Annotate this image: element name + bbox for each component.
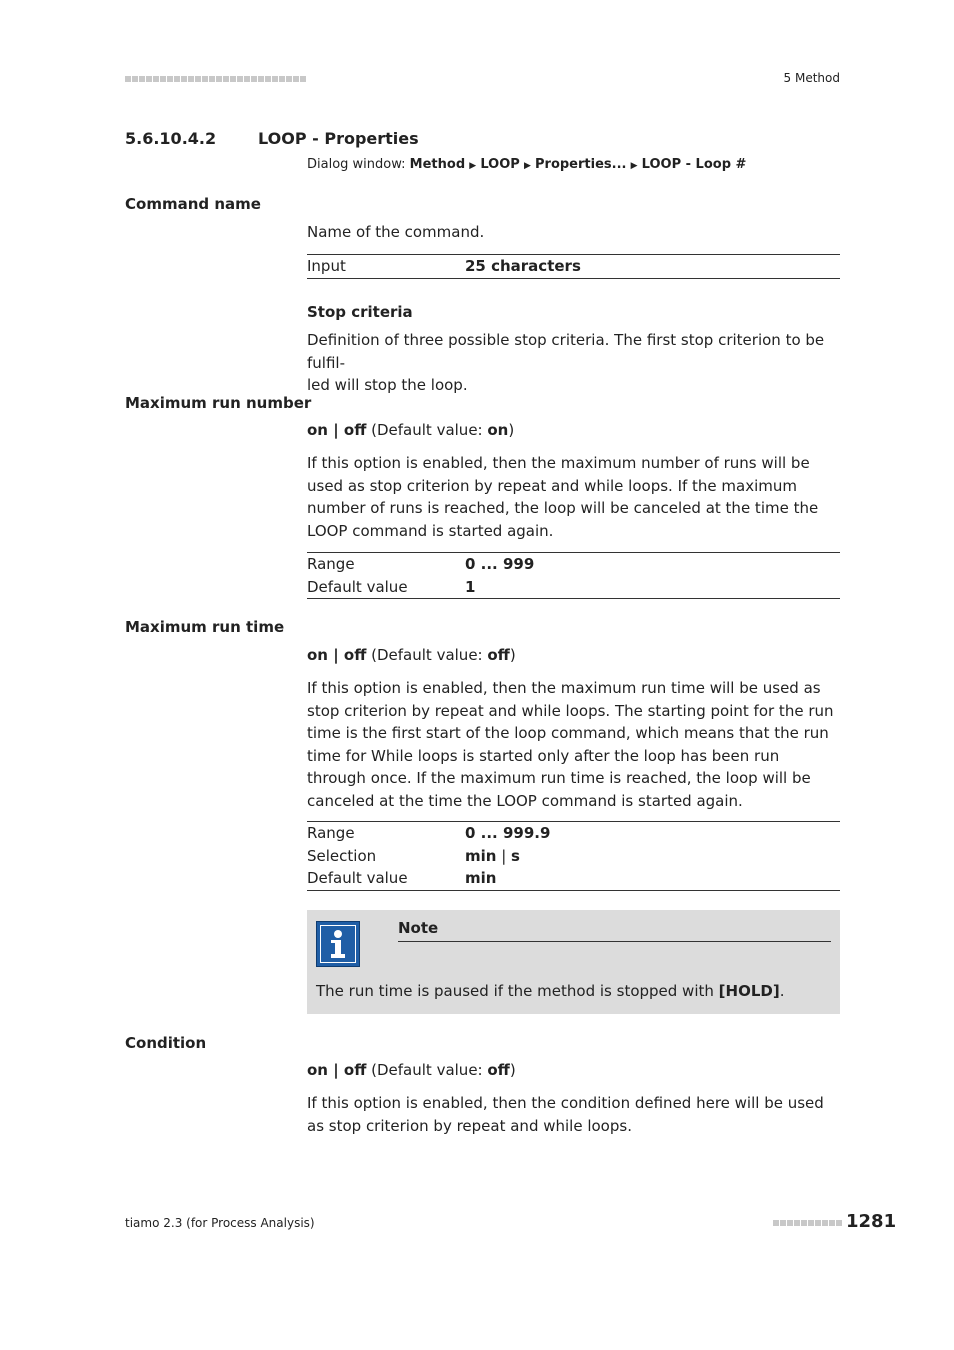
default-prefix: (Default value: <box>366 646 488 664</box>
decoration-square <box>223 76 229 82</box>
note-text-key: [HOLD] <box>718 982 780 1000</box>
selection-option: min <box>465 846 497 865</box>
decoration-square <box>174 76 180 82</box>
max-run-time-options <box>307 646 516 664</box>
command-name-table <box>307 254 840 279</box>
default-prefix: (Default value: <box>366 1061 488 1079</box>
decoration-square <box>829 1220 835 1226</box>
default-value: off <box>487 646 510 664</box>
info-icon <box>316 921 360 967</box>
decoration-square <box>265 76 271 82</box>
decoration-square <box>279 76 285 82</box>
default-value: on <box>487 421 509 439</box>
decoration-square <box>293 76 299 82</box>
decoration-square <box>230 76 236 82</box>
decoration-square <box>153 76 159 82</box>
selection-separator: | <box>496 846 512 865</box>
chapter-label: 5 Method <box>783 71 840 85</box>
param-label: Input <box>307 257 346 275</box>
decoration-square <box>244 76 250 82</box>
note-text-prefix: The run time is paused if the method is stopped with <box>316 982 719 1000</box>
param-label: Default value <box>307 577 408 596</box>
decoration-square <box>188 76 194 82</box>
decoration-square <box>195 76 201 82</box>
decoration-square <box>167 76 173 82</box>
param-label: Range <box>307 824 355 842</box>
decoration-square <box>300 76 306 82</box>
param-value: 0 ... 999 <box>465 555 535 573</box>
dialog-path-item: Method <box>409 157 466 172</box>
decoration-square <box>146 76 152 82</box>
max-run-time-table <box>307 821 840 891</box>
default-suffix: ) <box>509 646 516 664</box>
note-text-suffix: . <box>779 982 785 1000</box>
description-line: led will stop the loop. <box>307 376 468 394</box>
decoration-square <box>132 76 138 82</box>
param-label: Selection <box>307 846 377 865</box>
condition-heading: Condition <box>125 1034 207 1052</box>
param-label: Range <box>307 555 355 573</box>
decoration-square <box>801 1220 807 1226</box>
decoration-square <box>773 1220 779 1226</box>
decoration-square <box>780 1220 786 1226</box>
decoration-square <box>160 76 166 82</box>
command-name-description: Name of the command. <box>307 223 485 241</box>
decoration-square <box>787 1220 793 1226</box>
note-divider <box>398 941 831 942</box>
decoration-square <box>272 76 278 82</box>
param-value: min <box>465 869 497 887</box>
max-run-number-heading: Maximum run number <box>125 394 312 412</box>
command-name-heading: Command name <box>125 195 261 213</box>
decoration-square <box>237 76 243 82</box>
footer-decoration <box>773 1219 843 1227</box>
condition-description: If this option is enabled, then the condition defined here will be used as stop criterion by repeat and while loops. <box>307 1094 824 1135</box>
dialog-path-item: LOOP - Loop # <box>641 157 747 172</box>
condition-options <box>307 1061 516 1079</box>
description-line: Definition of three possible stop criteria. The first stop criterion to be fulfil- <box>307 331 825 372</box>
decoration-square <box>286 76 292 82</box>
table-row <box>307 845 840 868</box>
arrow-icon: ▶ <box>630 161 638 171</box>
option-values: on | off <box>307 1061 367 1079</box>
param-value: 1 <box>465 577 476 596</box>
max-run-time-heading: Maximum run time <box>125 618 285 636</box>
default-prefix: (Default value: <box>366 421 488 439</box>
max-run-number-description: If this option is enabled, then the maximum number of runs will be used as stop criterion by repeat and while loops. If the maximum number of runs is reached, the loop will be canceled at the time the LOOP command is started again. <box>307 454 819 540</box>
arrow-icon: ▶ <box>523 161 531 171</box>
table-row <box>307 553 840 576</box>
default-suffix: ) <box>508 421 515 439</box>
dialog-path-item: LOOP <box>480 157 520 172</box>
decoration-square <box>125 76 131 82</box>
option-values: on | off <box>307 646 367 664</box>
header-decoration <box>125 75 307 83</box>
section-title: LOOP - Properties <box>258 129 419 148</box>
page-number: 1281 <box>846 1211 897 1232</box>
table-row <box>307 255 840 279</box>
decoration-square <box>258 76 264 82</box>
param-value <box>465 845 840 868</box>
dialog-path-prefix: Dialog window: <box>307 157 410 172</box>
arrow-icon: ▶ <box>469 161 477 171</box>
table-row <box>307 576 840 599</box>
table-row <box>307 867 840 890</box>
section-number: 5.6.10.4.2 <box>125 129 217 148</box>
decoration-square <box>181 76 187 82</box>
decoration-square <box>808 1220 814 1226</box>
selection-option: s <box>511 846 520 865</box>
option-values: on | off <box>307 421 367 439</box>
default-value: off <box>487 1061 510 1079</box>
table-row <box>307 822 840 845</box>
dialog-path <box>307 157 746 172</box>
decoration-square <box>822 1220 828 1226</box>
default-suffix: ) <box>509 1061 516 1079</box>
decoration-square <box>139 76 145 82</box>
decoration-square <box>836 1220 842 1226</box>
decoration-square <box>794 1220 800 1226</box>
decoration-square <box>202 76 208 82</box>
note-title: Note <box>398 919 439 937</box>
param-label: Default value <box>307 869 408 887</box>
decoration-square <box>209 76 215 82</box>
param-value: 25 characters <box>465 257 581 275</box>
footer-product: tiamo 2.3 (for Process Analysis) <box>125 1216 315 1230</box>
max-run-time-description: If this option is enabled, then the maximum run time will be used as stop criterion by repeat and while loops. The starting point for the run time is the first start of the loop command, which means that the run time for While loops is started only after the loop has been run through once. If the maximum run time is reached, the loop will be canceled at the time the LOOP command is started again. <box>307 679 834 810</box>
max-run-number-table <box>307 552 840 599</box>
stop-criteria-description <box>307 329 840 397</box>
decoration-square <box>216 76 222 82</box>
note-text <box>316 982 784 1000</box>
stop-criteria-heading: Stop criteria <box>307 303 413 321</box>
max-run-number-options <box>307 421 514 439</box>
param-value: 0 ... 999.9 <box>465 824 551 842</box>
dialog-path-item: Properties... <box>535 157 627 172</box>
decoration-square <box>251 76 257 82</box>
decoration-square <box>815 1220 821 1226</box>
